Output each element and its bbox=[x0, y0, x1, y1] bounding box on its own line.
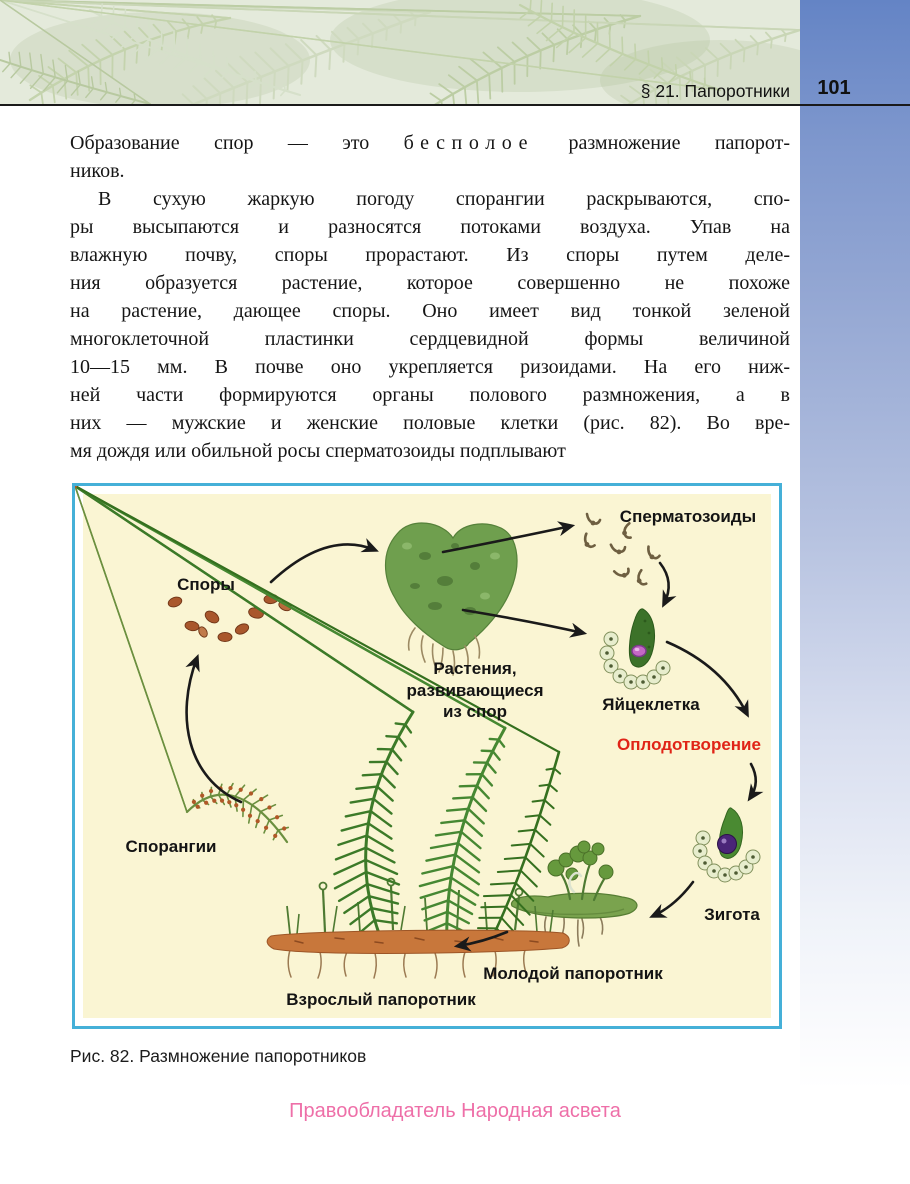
paragraph1-line2: ников. bbox=[70, 160, 125, 182]
footer-copyright: Правообладатель Народная асвета bbox=[289, 1100, 621, 1122]
p1-pre: Образование спор — это bbox=[70, 132, 404, 154]
label-plants-from-spores bbox=[407, 658, 544, 723]
p1-spaced-word: бесполое bbox=[403, 132, 535, 154]
figure-caption: Рис. 82. Размножение папоротников bbox=[70, 1046, 367, 1066]
paragraph2-line: них — мужские и женские половые клетки (рис. 82). Во вре- bbox=[70, 412, 790, 434]
paragraph2-line: многоклеточной пластинки сердцевидной формы величиной bbox=[70, 328, 790, 350]
label-zygote: Зигота bbox=[704, 905, 760, 924]
page-number: 101 bbox=[817, 77, 851, 99]
label-spermatozoa: Сперматозоиды bbox=[619, 507, 757, 526]
body-text bbox=[70, 129, 790, 465]
paragraph2-line: на растение, дающее споры. Оно имеет вид тонкой зеленой bbox=[70, 300, 790, 322]
fern-lifecycle-diagram bbox=[75, 486, 779, 1026]
label-egg-cell: Яйцеклетка bbox=[602, 695, 700, 714]
label-adult-fern: Взрослый папоротник bbox=[286, 990, 476, 1009]
label-fertilization: Оплодотворение bbox=[617, 735, 761, 754]
figure-box bbox=[72, 483, 782, 1029]
paragraph2-line: ней части формируются органы полового размножения, а в bbox=[70, 384, 790, 406]
paragraph2-line: ния образуется растение, которое совершенно не похоже bbox=[70, 272, 790, 294]
paragraph2-line: мя дождя или обильной росы сперматозоиды подплывают bbox=[70, 440, 566, 462]
label-spores: Споры bbox=[177, 575, 235, 594]
paragraph2-line: ры высыпаются и разносятся потоками воздуха. Упав на bbox=[70, 216, 790, 238]
header-rule bbox=[0, 104, 910, 106]
plants-label-line: из спор bbox=[442, 702, 508, 721]
paragraph2-line: 10—15 мм. В почве оно укрепляется ризоидами. На его ниж- bbox=[70, 356, 790, 378]
rhizome-soil bbox=[267, 930, 569, 953]
label-young-fern: Молодой папоротник bbox=[483, 964, 663, 983]
plants-label-line: развивающиеся bbox=[406, 680, 544, 700]
paragraph2-line: В сухую жаркую погоду спорангии раскрываются, спо- bbox=[98, 188, 790, 210]
section-title: § 21. Папоротники bbox=[640, 81, 790, 101]
page-edge-gradient bbox=[800, 0, 910, 1184]
p1-post: размножение папорот- bbox=[534, 132, 790, 154]
paragraph2-line: влажную почву, споры прорастают. Из споры путем деле- bbox=[70, 244, 790, 266]
label-sporangia: Спорангии bbox=[125, 837, 217, 856]
plants-label-line: Растения, bbox=[433, 659, 517, 678]
paragraph1-line1 bbox=[70, 129, 790, 157]
